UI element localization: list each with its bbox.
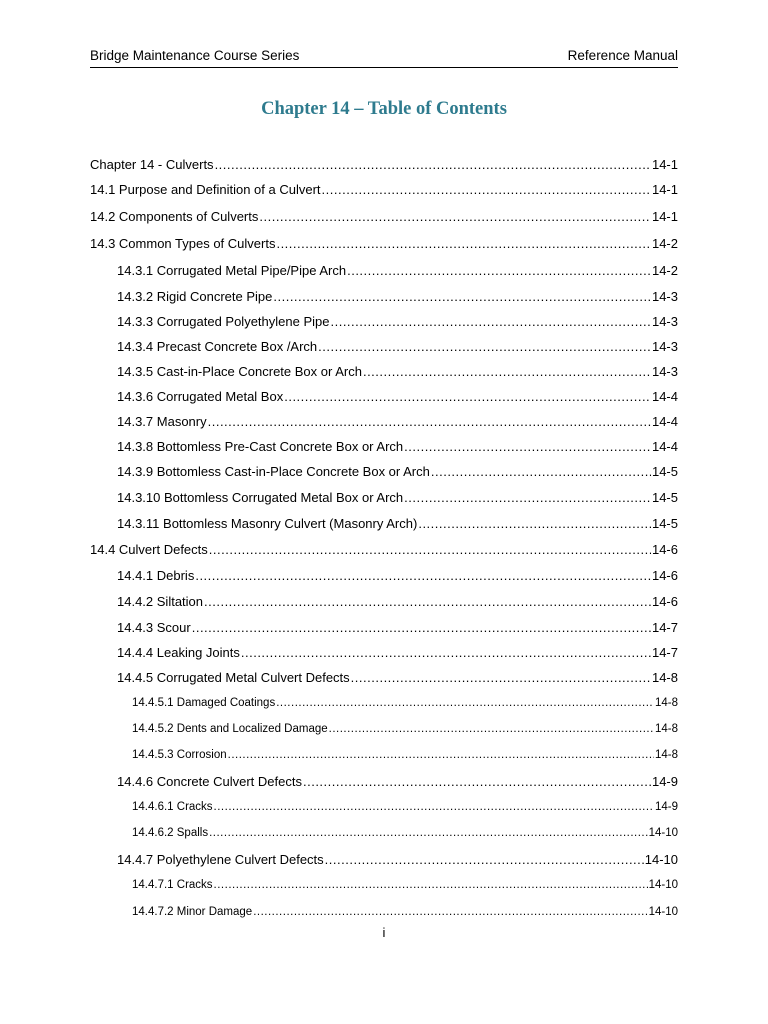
toc-entry-label: 14.3.9 Bottomless Cast-in-Place Concrete Box or Arch xyxy=(117,464,430,479)
toc-entry-label: 14.3.7 Masonry xyxy=(117,414,207,429)
toc-entry[interactable] xyxy=(90,363,678,381)
toc-entry[interactable] xyxy=(90,463,678,481)
toc-entry-label: 14.4.5.2 Dents and Localized Damage xyxy=(132,723,328,735)
toc-entry-label: 14.4.5.3 Corrosion xyxy=(132,749,227,761)
toc-dot-leader xyxy=(208,413,651,431)
toc-dot-leader xyxy=(214,798,654,816)
toc-dot-leader xyxy=(259,208,651,226)
toc-entry-label: 14.3.2 Rigid Concrete Pipe xyxy=(117,289,273,304)
toc-entry-page: 14-4 xyxy=(651,414,678,429)
toc-dot-leader xyxy=(351,669,651,687)
toc-entry-page: 14-1 xyxy=(651,157,678,172)
toc-dot-leader xyxy=(276,694,654,712)
toc-entry-page: 14-6 xyxy=(651,542,678,557)
toc-entry-label: 14.3.4 Precast Concrete Box /Arch xyxy=(117,339,318,354)
toc-entry[interactable] xyxy=(90,288,678,306)
toc-entry-page: 14-10 xyxy=(644,852,678,867)
toc-dot-leader xyxy=(318,338,651,356)
toc-entry[interactable] xyxy=(90,720,678,738)
page-number: i xyxy=(382,925,386,940)
toc-dot-leader xyxy=(276,235,651,253)
toc-entry-page: 14-10 xyxy=(648,879,678,891)
toc-entry[interactable] xyxy=(90,694,678,712)
toc-dot-leader xyxy=(273,288,651,306)
toc-entry[interactable] xyxy=(90,876,678,894)
toc-entry-label: 14.3.5 Cast-in-Place Concrete Box or Arch xyxy=(117,364,362,379)
header-manual-title: Reference Manual xyxy=(567,48,678,63)
toc-entry-page: 14-10 xyxy=(648,827,678,839)
toc-entry[interactable] xyxy=(90,413,678,431)
toc-entry-page: 14-7 xyxy=(651,620,678,635)
toc-entry[interactable] xyxy=(90,669,678,687)
toc-entry-page: 14-6 xyxy=(651,594,678,609)
toc-entry[interactable] xyxy=(90,824,678,842)
toc-dot-leader xyxy=(253,903,647,921)
toc-entry[interactable] xyxy=(90,489,678,507)
toc-entry-label: 14.4.6.2 Spalls xyxy=(132,827,209,839)
toc-entry-page: 14-3 xyxy=(651,314,678,329)
toc-entry[interactable] xyxy=(90,798,678,816)
toc-entry[interactable] xyxy=(90,593,678,611)
toc-entry-label: 14.4.5.1 Damaged Coatings xyxy=(132,697,276,709)
toc-dot-leader xyxy=(195,567,651,585)
toc-entry-page: 14-1 xyxy=(651,209,678,224)
toc-entry-page: 14-8 xyxy=(654,697,678,709)
toc-entry[interactable] xyxy=(90,262,678,280)
toc-entry-page: 14-2 xyxy=(651,236,678,251)
toc-dot-leader xyxy=(431,463,651,481)
toc-dot-leader xyxy=(404,489,651,507)
toc-entry[interactable] xyxy=(90,619,678,637)
toc-entry-label: 14.3.11 Bottomless Masonry Culvert (Masonry Arch) xyxy=(117,516,418,531)
toc-entry[interactable] xyxy=(90,338,678,356)
toc-entry-page: 14-9 xyxy=(651,774,678,789)
toc-entry-label: 14.3.3 Corrugated Polyethylene Pipe xyxy=(117,314,330,329)
toc-entry-label: 14.2 Components of Culverts xyxy=(90,209,259,224)
toc-entry-label: 14.4.7.2 Minor Damage xyxy=(132,906,253,918)
toc-entry[interactable] xyxy=(90,313,678,331)
toc-entry-page: 14-8 xyxy=(654,749,678,761)
toc-entry-label: 14.4.3 Scour xyxy=(117,620,191,635)
toc-entry-label: 14.4.5 Corrugated Metal Culvert Defects xyxy=(117,670,350,685)
toc-entry-page: 14-10 xyxy=(648,906,678,918)
toc-entry[interactable] xyxy=(90,746,678,764)
toc-entry-page: 14-5 xyxy=(651,516,678,531)
toc-entry[interactable] xyxy=(90,515,678,533)
toc-entry-label: 14.4.6 Concrete Culvert Defects xyxy=(117,774,302,789)
toc-entry[interactable] xyxy=(90,156,678,174)
toc-entry-label: 14.3.1 Corrugated Metal Pipe/Pipe Arch xyxy=(117,263,347,278)
toc-entry-label: 14.4.1 Debris xyxy=(117,568,195,583)
toc-entry-label: 14.4.6.1 Cracks xyxy=(132,801,213,813)
toc-dot-leader xyxy=(241,644,651,662)
toc-entry-label: 14.4.4 Leaking Joints xyxy=(117,645,240,660)
toc-entry-page: 14-2 xyxy=(651,263,678,278)
toc-entry[interactable] xyxy=(90,235,678,253)
toc-entry-page: 14-6 xyxy=(651,568,678,583)
toc-dot-leader xyxy=(322,181,651,199)
toc-entry-label: 14.4.2 Siltation xyxy=(117,594,204,609)
toc-entry[interactable] xyxy=(90,644,678,662)
toc-entry-page: 14-5 xyxy=(651,490,678,505)
toc-dot-leader xyxy=(209,541,651,559)
page-header xyxy=(90,47,678,68)
toc-entry-page: 14-1 xyxy=(651,182,678,197)
toc-entry-label: 14.1 Purpose and Definition of a Culvert xyxy=(90,182,321,197)
toc-dot-leader xyxy=(284,388,651,406)
header-series-title: Bridge Maintenance Course Series xyxy=(90,48,300,63)
toc-dot-leader xyxy=(329,720,654,738)
toc-dot-leader xyxy=(215,156,651,174)
toc-dot-leader xyxy=(204,593,651,611)
toc-entry[interactable] xyxy=(90,438,678,456)
toc-entry[interactable] xyxy=(90,773,678,791)
toc-entry-label: Chapter 14 - Culverts xyxy=(90,157,214,172)
toc-dot-leader xyxy=(347,262,651,280)
toc-entry-label: 14.4 Culvert Defects xyxy=(90,542,208,557)
toc-entry-page: 14-5 xyxy=(651,464,678,479)
toc-dot-leader xyxy=(209,824,647,842)
toc-entry-label: 14.3 Common Types of Culverts xyxy=(90,236,276,251)
toc-entry-label: 14.3.10 Bottomless Corrugated Metal Box or Arch xyxy=(117,490,404,505)
toc-entry[interactable] xyxy=(90,388,678,406)
toc-dot-leader xyxy=(330,313,650,331)
toc-entry-label: 14.3.8 Bottomless Pre-Cast Concrete Box or Arch xyxy=(117,439,404,454)
toc-dot-leader xyxy=(192,619,651,637)
toc-dot-leader xyxy=(228,746,654,764)
toc-entry-page: 14-3 xyxy=(651,289,678,304)
toc-entry-page: 14-3 xyxy=(651,339,678,354)
toc-entry[interactable] xyxy=(90,903,678,921)
toc-entry[interactable] xyxy=(90,541,678,559)
toc-dot-leader xyxy=(418,515,651,533)
toc-dot-leader xyxy=(325,851,644,869)
toc-dot-leader xyxy=(363,363,651,381)
toc-entry-page: 14-8 xyxy=(654,723,678,735)
toc-entry[interactable] xyxy=(90,208,678,226)
toc-entry[interactable] xyxy=(90,567,678,585)
toc-entry-label: 14.3.6 Corrugated Metal Box xyxy=(117,389,284,404)
page-title: Chapter 14 – Table of Contents xyxy=(261,99,507,119)
toc-entry[interactable] xyxy=(90,851,678,869)
toc-entry-page: 14-4 xyxy=(651,389,678,404)
toc-entry-page: 14-4 xyxy=(651,439,678,454)
toc-entry-label: 14.4.7 Polyethylene Culvert Defects xyxy=(117,852,324,867)
toc-entry-page: 14-9 xyxy=(654,801,678,813)
toc-dot-leader xyxy=(214,876,648,894)
toc-entry[interactable] xyxy=(90,181,678,199)
toc-entry-label: 14.4.7.1 Cracks xyxy=(132,879,213,891)
toc-dot-leader xyxy=(404,438,651,456)
toc-dot-leader xyxy=(303,773,651,791)
toc-entry-page: 14-3 xyxy=(651,364,678,379)
toc-entry-page: 14-7 xyxy=(651,645,678,660)
toc-entry-page: 14-8 xyxy=(651,670,678,685)
